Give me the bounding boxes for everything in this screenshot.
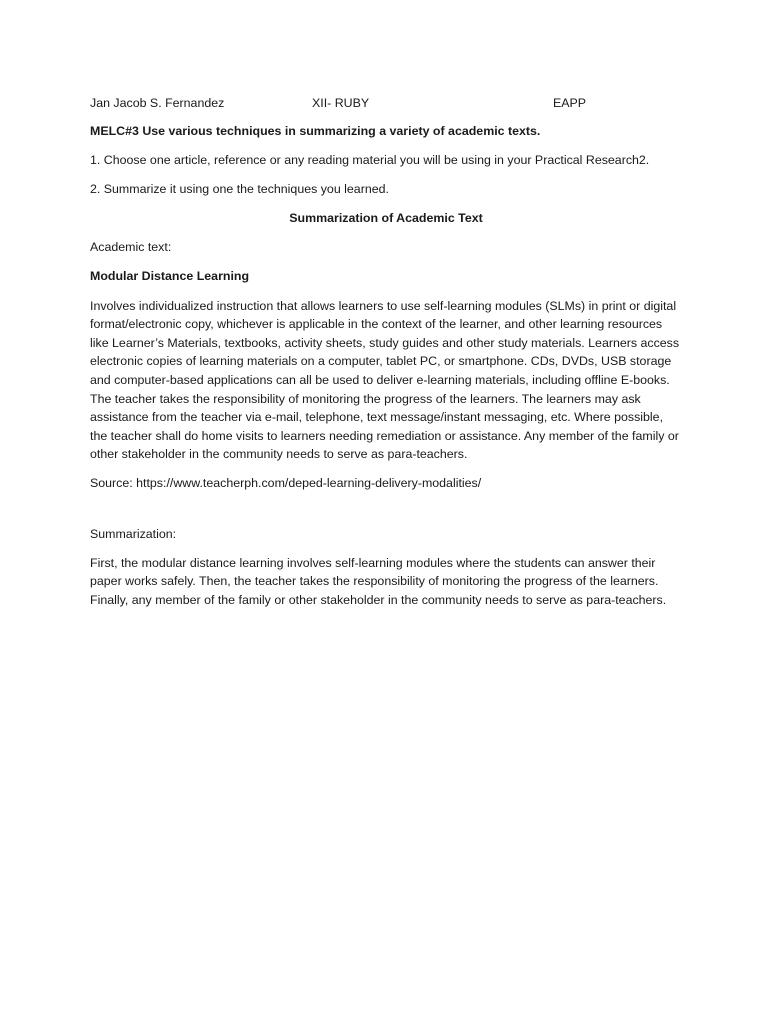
melc-heading: MELC#3 Use various techniques in summarizing a variety of academic texts. bbox=[90, 124, 541, 138]
blank-line bbox=[90, 504, 682, 525]
summarization-label: Summarization: bbox=[90, 526, 177, 541]
student-section: XII- RUBY bbox=[312, 96, 370, 110]
instruction-1: 1. Choose one article, reference or any reading material you will be using in your Practical Research2. bbox=[90, 153, 650, 168]
document-title: Summarization of Academic Text bbox=[289, 211, 483, 226]
source-line: Source: https://www.teacherph.com/deped-learning-delivery-modalities/ bbox=[90, 476, 482, 491]
instruction-2: 2. Summarize it using one the techniques you learned. bbox=[90, 182, 389, 197]
article-title: Modular Distance Learning bbox=[90, 269, 250, 284]
student-name: Jan Jacob S. Fernandez bbox=[90, 96, 225, 110]
subject-name: EAPP bbox=[553, 96, 587, 110]
article-body: Involves individualized instruction that allows learners to use self-learning modules (SLMs) in print or digital format/electronic copy, whichever is applicable in the context of the learner, and other learning resources like Learner’s Materials, textbooks, activity sheets, study guides and other study materials. Learners access electronic copies of learning materials on a computer, tablet PC, or smartphone. CDs, DVDs, USB storage and computer-based applications can all be used to deliver e-learning materials, including offline E-books. The teacher takes the responsibility of monitoring the progress of the learners. The learners may ask assistance from the teacher via e-mail, telephone, text message/instant messaging, etc. Where possible, the teacher shall do home visits to learners needing remediation or assistance. Any member of the family or other stakeholder in the community needs to serve as para-teachers. bbox=[90, 298, 680, 462]
academic-text-label: Academic text: bbox=[90, 240, 172, 255]
header-row bbox=[90, 94, 682, 112]
document-page bbox=[90, 94, 682, 620]
summarization-body: First, the modular distance learning involves self-learning modules where the students can answer their paper works safely. Then, the teacher takes the responsibility of monitoring the progress of the learners. Finally, any member of the family or other stakeholder in the community needs to serve as para-teachers. bbox=[90, 555, 667, 607]
